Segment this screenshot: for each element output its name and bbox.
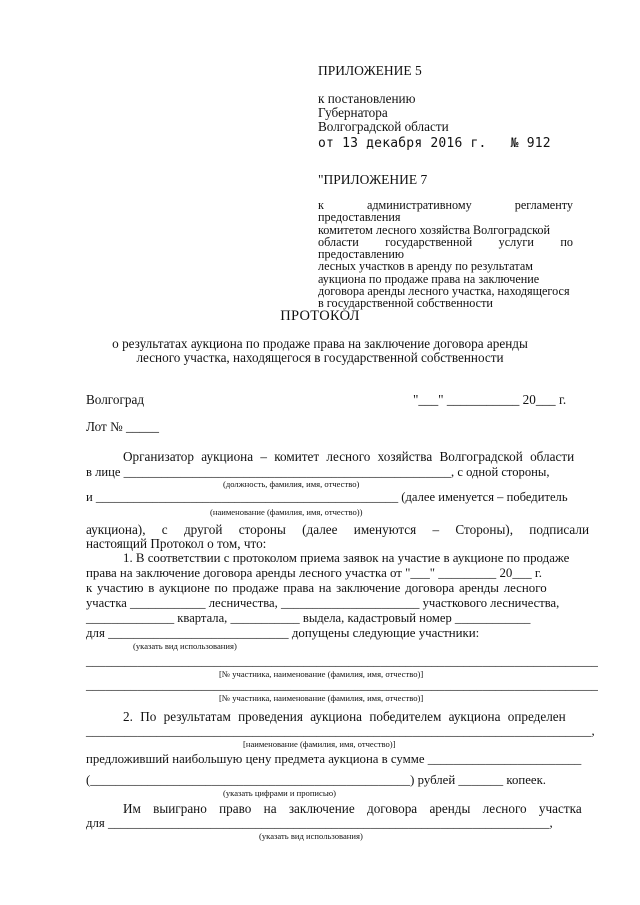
section-2-line-1: 2. По результатам проведения аукциона победителем аукциона определен [123, 709, 566, 724]
hint-usage-type-2: (указать вид использования) [259, 831, 363, 841]
section-3-line-1: Им выиграно право на заключение договора аренды лесного участка [123, 801, 582, 816]
section-3-line-2: для _____________________________________________________________________, [86, 816, 553, 830]
header-line-3: Волгоградской области [318, 119, 449, 134]
section-2-line-3: предложивший наибольшую цену предмета аукциона в сумме ________________________ [86, 752, 582, 766]
appendix7-line: аукциона по продаже права на заключение [318, 271, 540, 286]
date-blank: "___" ___________ 20___ г. [413, 392, 567, 407]
protocol-title: ПРОТОКОЛ [280, 308, 360, 324]
header-line-1: к постановлению [318, 91, 416, 106]
hint-amount: (указать цифрами и прописью) [223, 788, 337, 798]
hint-participant-1: [№ участника, наименование (фамилия, имя, отчество)] [219, 669, 424, 679]
hint-winner-name: [наименование (фамилия, имя, отчество)] [243, 739, 396, 749]
city: Волгоград [86, 392, 145, 407]
section-1-line-4: участка ____________ лесничества, ______________________ участкового лесничества, [86, 596, 560, 610]
section-1-line-6: для ____________________________ допущены следующие участники: [86, 626, 480, 640]
section-2-line-2: _______________________________________________________________________________, [86, 724, 595, 738]
appendix7-text [318, 199, 573, 310]
lot-number: Лот № _____ [86, 419, 159, 434]
body-line-representative: в лице ____________________________________________________, с одной стороны, [86, 465, 550, 479]
body-line-parties: аукциона), с другой стороны (далее именуются – Стороны), подписали [86, 522, 590, 537]
body-line-agreed: настоящий Протокол о том, что: [86, 536, 267, 551]
appendix7-line: договора аренды лесного участка, находящегося [318, 284, 570, 299]
hint-name: (наименование (фамилия, имя, отчество)) [210, 507, 363, 517]
section-1-line-1: 1. В соответствии с протоколом приема заявок на участие в аукционе по продаже [123, 551, 570, 565]
participant-line-1: ________________________________________________________________________________ [86, 654, 598, 668]
appendix7-line: в государственной собственности [318, 296, 493, 311]
section-1-line-5: ______________ квартала, ___________ выдела, кадастровый номер ____________ [86, 611, 531, 625]
appendix-number: ПРИЛОЖЕНИЕ 5 [318, 63, 422, 78]
protocol-subtitle-2: лесного участка, находящегося в государственной собственности [136, 350, 504, 365]
section-2-line-4: (__________________________________________________) рублей _______ копеек. [86, 773, 546, 787]
header-line-2: Губернатора [318, 105, 388, 120]
appendix7-title: "ПРИЛОЖЕНИЕ 7 [318, 172, 428, 187]
hint-participant-2: [№ участника, наименование (фамилия, имя, отчество)] [219, 693, 424, 703]
appendix7-line: лесных участков в аренду по результатам [318, 259, 533, 274]
participant-line-2: ________________________________________________________________________________ [86, 678, 598, 692]
hint-position-name: (должность, фамилия, имя, отчество) [223, 479, 360, 489]
decree-date-number: от 13 декабря 2016 г. № 912 [318, 136, 551, 151]
appendix7-line: к административному регламенту предоставления [318, 198, 573, 225]
hint-usage-type: (указать вид использования) [133, 641, 237, 651]
body-line-winner: и ________________________________________________ (далее именуется – победитель [86, 490, 568, 504]
section-1-line-2: права на заключение договора аренды лесного участка от "___" _________ 20___ г. [86, 566, 542, 580]
body-paragraph-1: Организатор аукциона – комитет лесного хозяйства Волгоградской области [123, 449, 575, 464]
section-1-line-3: к участию в аукционе по продаже права на заключение договора аренды лесного [86, 581, 547, 595]
appendix7-line: комитетом лесного хозяйства Волгоградской [318, 222, 550, 237]
protocol-subtitle-1: о результатах аукциона по продаже права на заключение договора аренды [112, 336, 528, 351]
appendix7-line: области государственной услуги по предоставлению [318, 234, 573, 262]
